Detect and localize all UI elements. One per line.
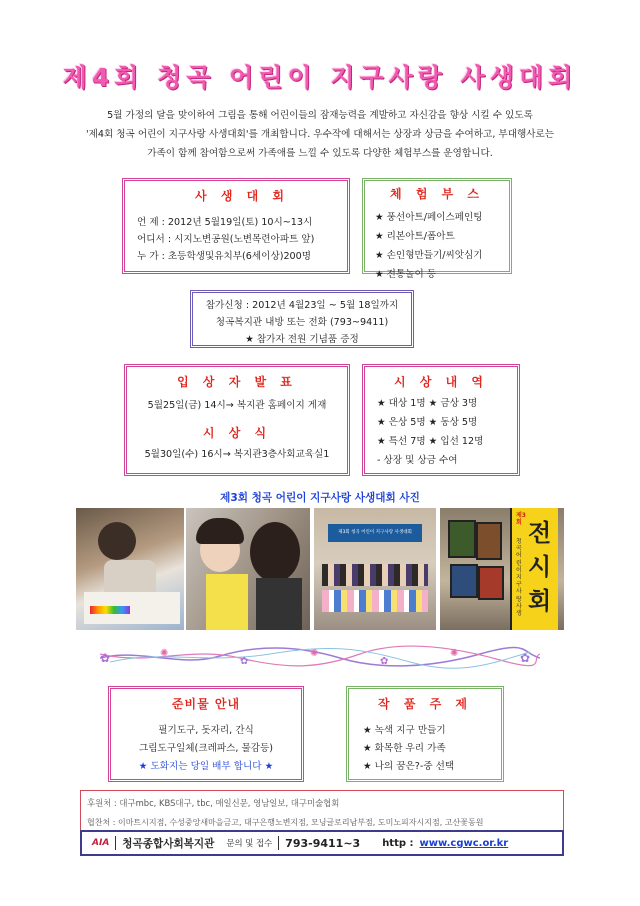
theme-item: ★ 녹색 지구 만들기: [363, 725, 446, 736]
svg-text:✿: ✿: [380, 656, 389, 667]
intro-line-2: '제4회 청곡 어린이 지구사랑 사생대회'를 개최합니다. 우수작에 대해서는 상장과 상금을 수여하고, 부대행사로는: [85, 129, 555, 140]
host-sponsors: 후원처 : 대구mbc, KBS대구, tbc, 매일신문, 영남일보, 대구미술협회: [87, 798, 340, 808]
theme-title: 작 품 주 제: [378, 697, 472, 711]
org-name: 청곡종합사회복지관: [122, 837, 215, 850]
booth-item: ★ 손인형만들기/씨앗심기: [375, 250, 483, 261]
http-label: http :: [382, 837, 414, 849]
contest-box: [122, 178, 350, 274]
booth-item: ★ 전통놀이 등: [375, 269, 437, 280]
photo-child-drawing: [76, 508, 184, 630]
supplies-note: ★ 도화지는 당일 배부 합니다 ★: [138, 761, 274, 772]
awards-row: ★ 특선 7명 ★ 입선 12명: [377, 436, 484, 447]
page-title: 제4회 청곡 어린이 지구사랑 사생대회: [62, 63, 578, 92]
divider: [278, 836, 279, 850]
swirl-divider-icon: [100, 644, 540, 670]
contact-label: 문의 및 접수: [226, 838, 273, 848]
website-link[interactable]: www.cgwc.or.kr: [419, 837, 509, 849]
supplies-box: [108, 686, 304, 782]
banner-big-text: 전시회: [528, 519, 552, 615]
star-icon: ★: [375, 231, 387, 242]
org-logo: AIA: [92, 838, 110, 848]
photos-heading: 제3회 청곡 어린이 지구사랑 사생대회 사진: [220, 492, 420, 504]
theme-item: ★ 나의 꿈은?-중 선택: [363, 761, 455, 772]
intro-text: [40, 106, 600, 163]
svg-text:✿: ✿: [100, 651, 111, 665]
contest-title: 사 생 대 회: [195, 189, 289, 203]
booth-item: ★ 풍선아트/페이스페인팅: [375, 212, 483, 223]
photo-group: [314, 508, 436, 630]
svg-text:✺: ✺: [160, 648, 169, 659]
ceremony-info: 5월30일(수) 16시→ 복지관3층사회교육실1: [144, 449, 330, 460]
contest-date: 언 제 : 2012년 5월19일(토) 10시~13시: [137, 217, 313, 228]
divider: [115, 836, 116, 850]
awards-row: ★ 은상 5명 ★ 동상 5명: [377, 417, 478, 428]
supplies-line-1: 필기도구, 돗자리, 간식: [158, 725, 254, 736]
winners-announce: 5월25일(금) 14시→ 복지관 홈페이지 게재: [147, 400, 327, 411]
winners-box: [124, 364, 350, 476]
star-icon: ★: [375, 269, 387, 280]
awards-row: ★ 대상 1명 ★ 금상 3명: [377, 398, 478, 409]
supplies-title: 준비물 안내: [171, 697, 241, 711]
star-icon: ★: [245, 334, 257, 345]
contest-place: 어디서 : 시지노변공원(노변목련아파트 앞): [137, 234, 315, 245]
apply-box: [190, 290, 414, 348]
partner-sponsors: 협찬처 : 이마트시지점, 수성중앙새마을금고, 대구은행노변지점, 모닝글로리남부점, 도미노피자시지점, 고산꽃동원: [87, 818, 484, 827]
photo-exhibition: [440, 508, 564, 630]
decorative-divider: [100, 644, 540, 670]
star-icon: ★: [363, 761, 375, 772]
svg-text:✿: ✿: [240, 656, 249, 667]
star-icon: ★: [375, 250, 387, 261]
booth-title: 체 험 부 스: [390, 187, 484, 201]
theme-box: [346, 686, 504, 782]
intro-line-1: 5월 가정의 달을 맞이하여 그림을 통해 어린이들의 잠재능력을 계발하고 자신감을 향상 시킬 수 있도록: [107, 110, 533, 121]
winners-title: 입 상 자 발 표: [177, 375, 297, 389]
ceremony-title: 시 상 식: [202, 426, 272, 440]
awards-box: [362, 364, 520, 476]
awards-note: - 상장 및 상금 수여: [377, 455, 458, 466]
intro-line-3: 가족이 함께 참여함으로써 가족애를 느낄 수 있도록 다양한 체험부스를 운영합니다.: [147, 148, 493, 159]
photo-face-painting: [186, 508, 310, 630]
banner-badge: 제3회: [516, 512, 526, 526]
svg-text:✿: ✿: [520, 651, 531, 665]
stage-banner: 제3회 청곡 어린이 지구사랑 사생대회: [328, 524, 422, 542]
phone-number: 793-9411~3: [285, 836, 361, 850]
footer-bar: [80, 830, 564, 856]
apply-period: 참가신청 : 2012년 4월23일 ~ 5월 18일까지: [205, 300, 399, 311]
svg-text:✺: ✺: [450, 648, 459, 659]
apply-method: 청곡복지관 내방 또는 전화 (793~9411): [215, 317, 389, 328]
svg-text:✺: ✺: [310, 648, 319, 659]
exhibition-banner: [510, 508, 558, 630]
contest-who: 누 가 : 초등학생및유치부(6세이상)200명: [137, 251, 312, 262]
star-icon: ★: [363, 743, 375, 754]
banner-small-text: 청곡어린이지구사랑 사생: [516, 538, 522, 618]
theme-item: ★ 화목한 우리 가족: [363, 743, 446, 754]
apply-gift: ★ 참가자 전원 기념품 증정: [245, 334, 359, 345]
booth-item: ★ 리본아트/폼아트: [375, 231, 455, 242]
awards-title: 시 상 내 역: [394, 375, 488, 389]
star-icon: ★: [138, 761, 151, 772]
star-icon: ★: [375, 212, 387, 223]
booth-box: [362, 178, 512, 280]
supplies-line-2: 그림도구일체(크레파스, 물감등): [138, 743, 274, 754]
star-icon: ★: [261, 761, 274, 772]
star-icon: ★: [363, 725, 375, 736]
